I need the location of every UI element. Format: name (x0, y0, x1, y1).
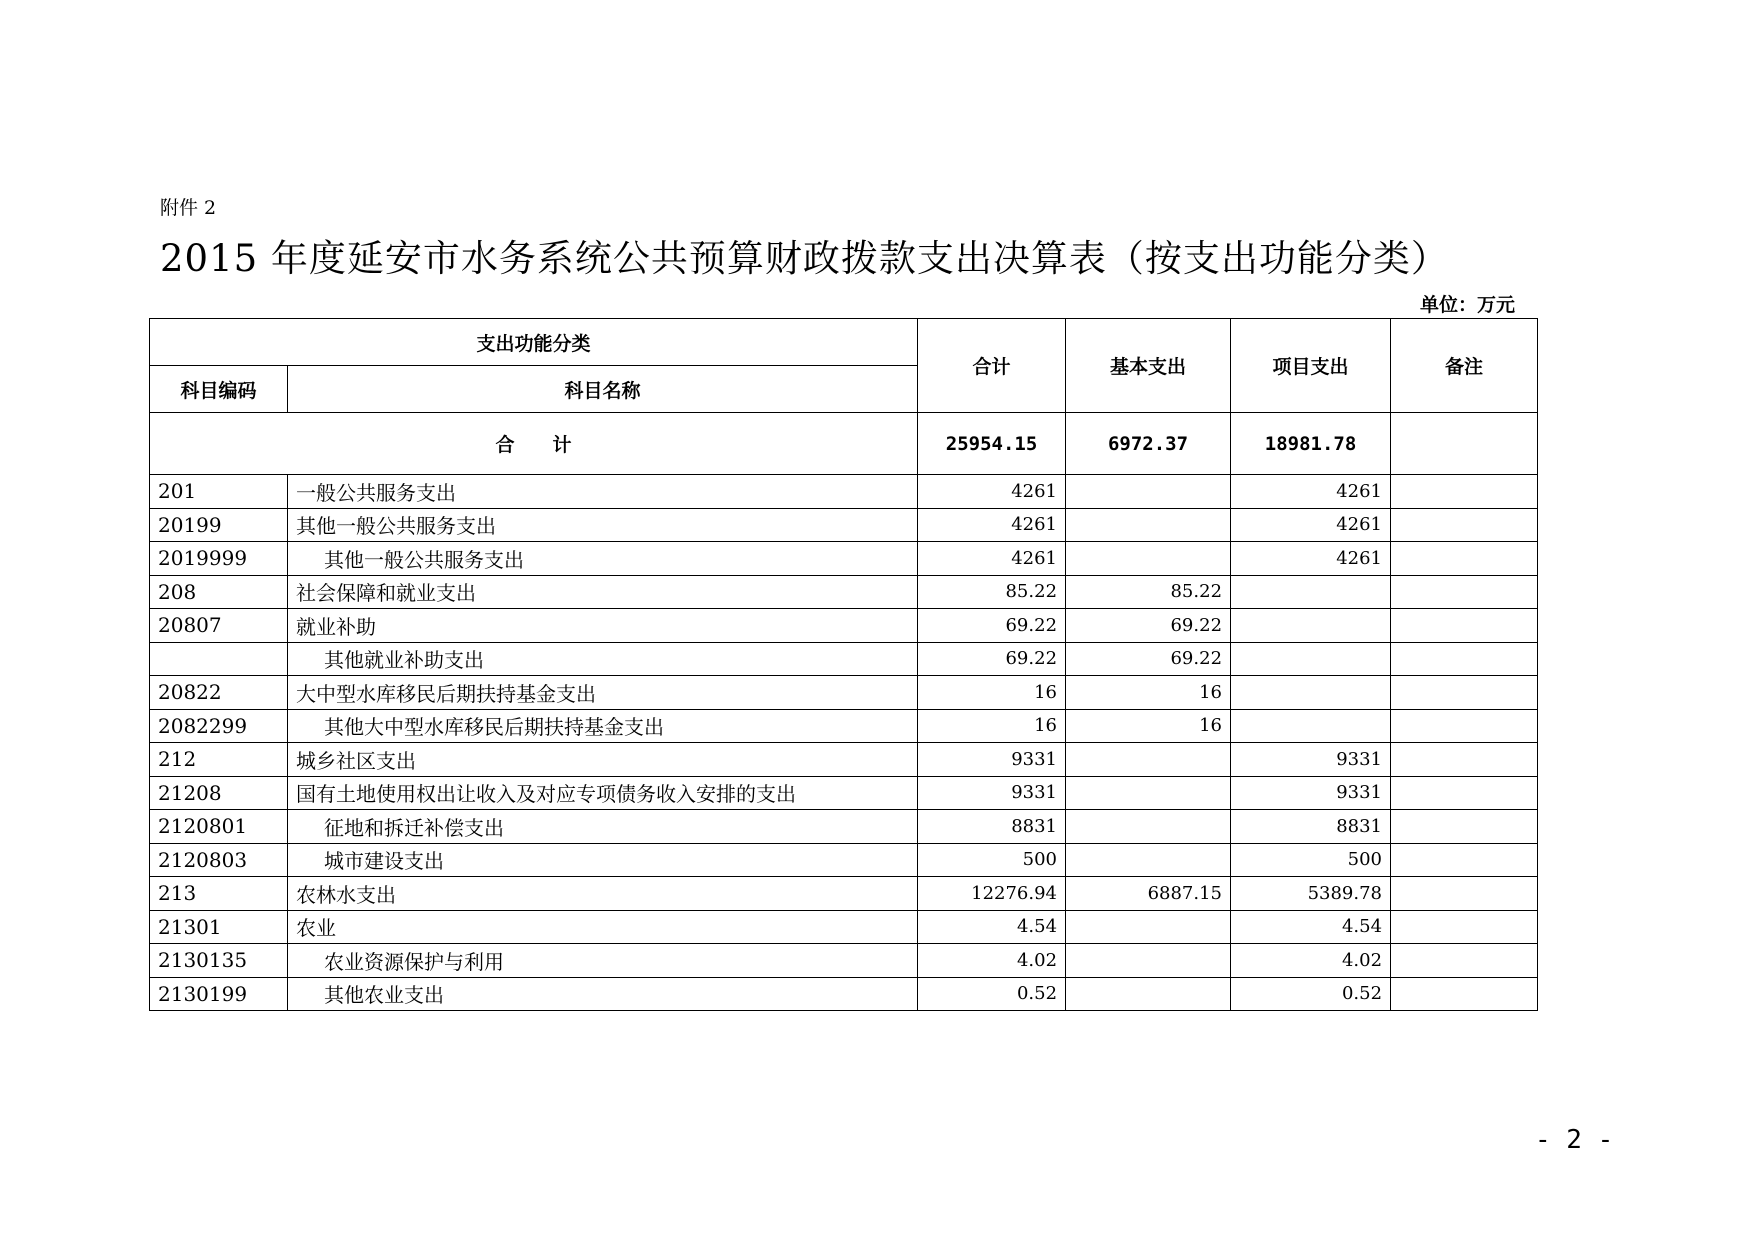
row-total: 4261 (918, 508, 1066, 542)
page-number: - 2 - (1535, 1125, 1614, 1155)
row-basic (1066, 944, 1231, 978)
row-project: 9331 (1231, 743, 1391, 777)
row-total: 4.02 (918, 944, 1066, 978)
row-basic (1066, 843, 1231, 877)
row-total: 69.22 (918, 642, 1066, 676)
row-note (1391, 508, 1538, 542)
table-row (150, 944, 1538, 978)
row-name: 其他一般公共服务支出 (288, 508, 918, 542)
table-row (150, 642, 1538, 676)
table-row (150, 475, 1538, 509)
row-note (1391, 575, 1538, 609)
row-project: 4261 (1231, 542, 1391, 576)
attachment-label: 附件 2 (160, 197, 217, 219)
row-basic (1066, 977, 1231, 1011)
table-row (150, 575, 1538, 609)
row-total: 69.22 (918, 609, 1066, 643)
row-basic (1066, 810, 1231, 844)
row-basic (1066, 508, 1231, 542)
row-name: 其他一般公共服务支出 (288, 542, 918, 576)
row-total: 500 (918, 843, 1066, 877)
row-basic: 16 (1066, 709, 1231, 743)
row-total: 9331 (918, 776, 1066, 810)
row-total: 4261 (918, 475, 1066, 509)
row-name: 其他农业支出 (288, 977, 918, 1011)
row-project: 8831 (1231, 810, 1391, 844)
row-basic (1066, 542, 1231, 576)
header-code: 科目编码 (150, 366, 288, 413)
table-row (150, 609, 1538, 643)
table-row (150, 910, 1538, 944)
row-code: 212 (150, 743, 288, 777)
row-total: 85.22 (918, 575, 1066, 609)
row-total: 8831 (918, 810, 1066, 844)
row-note (1391, 475, 1538, 509)
total-basic: 6972.37 (1066, 413, 1231, 475)
row-note (1391, 642, 1538, 676)
row-name: 农业资源保护与利用 (288, 944, 918, 978)
row-code: 2130135 (150, 944, 288, 978)
header-project: 项目支出 (1231, 319, 1391, 413)
row-code (150, 642, 288, 676)
header-row-1 (150, 319, 1538, 366)
row-note (1391, 843, 1538, 877)
row-name: 其他大中型水库移民后期扶持基金支出 (288, 709, 918, 743)
total-row (150, 413, 1538, 475)
unit-label: 单位：万元 (1420, 294, 1516, 316)
row-name: 社会保障和就业支出 (288, 575, 918, 609)
header-note: 备注 (1391, 319, 1538, 413)
table-row (150, 743, 1538, 777)
row-name: 一般公共服务支出 (288, 475, 918, 509)
row-basic (1066, 776, 1231, 810)
table-row (150, 810, 1538, 844)
row-code: 2019999 (150, 542, 288, 576)
row-project (1231, 676, 1391, 710)
row-project (1231, 575, 1391, 609)
total-amount: 25954.15 (918, 413, 1066, 475)
table-row (150, 542, 1538, 576)
row-name: 国有土地使用权出让收入及对应专项债务收入安排的支出 (288, 776, 918, 810)
row-total: 16 (918, 676, 1066, 710)
row-basic (1066, 910, 1231, 944)
row-code: 21208 (150, 776, 288, 810)
row-project: 4.02 (1231, 944, 1391, 978)
row-name: 农林水支出 (288, 877, 918, 911)
table-row (150, 676, 1538, 710)
row-project: 9331 (1231, 776, 1391, 810)
row-total: 16 (918, 709, 1066, 743)
row-basic: 6887.15 (1066, 877, 1231, 911)
budget-table (149, 318, 1538, 1011)
row-note (1391, 743, 1538, 777)
row-code: 208 (150, 575, 288, 609)
total-note (1391, 413, 1538, 475)
row-note (1391, 709, 1538, 743)
row-project: 4261 (1231, 475, 1391, 509)
row-basic: 16 (1066, 676, 1231, 710)
row-code: 2130199 (150, 977, 288, 1011)
row-note (1391, 609, 1538, 643)
row-project: 5389.78 (1231, 877, 1391, 911)
row-name: 就业补助 (288, 609, 918, 643)
row-total: 12276.94 (918, 877, 1066, 911)
row-project: 4261 (1231, 508, 1391, 542)
row-basic: 85.22 (1066, 575, 1231, 609)
table-row (150, 508, 1538, 542)
row-name: 其他就业补助支出 (288, 642, 918, 676)
row-basic: 69.22 (1066, 609, 1231, 643)
row-total: 4261 (918, 542, 1066, 576)
row-name: 城乡社区支出 (288, 743, 918, 777)
row-project (1231, 609, 1391, 643)
row-note (1391, 977, 1538, 1011)
row-code: 213 (150, 877, 288, 911)
row-note (1391, 944, 1538, 978)
row-basic: 69.22 (1066, 642, 1231, 676)
row-code: 2120801 (150, 810, 288, 844)
total-project: 18981.78 (1231, 413, 1391, 475)
table-row (150, 843, 1538, 877)
row-name: 农业 (288, 910, 918, 944)
row-total: 9331 (918, 743, 1066, 777)
row-code: 20807 (150, 609, 288, 643)
row-note (1391, 542, 1538, 576)
row-name: 征地和拆迁补偿支出 (288, 810, 918, 844)
row-name: 大中型水库移民后期扶持基金支出 (288, 676, 918, 710)
total-label: 合 计 (150, 413, 918, 475)
header-name: 科目名称 (288, 366, 918, 413)
row-note (1391, 910, 1538, 944)
row-project: 500 (1231, 843, 1391, 877)
row-code: 20822 (150, 676, 288, 710)
header-total: 合计 (918, 319, 1066, 413)
row-code: 21301 (150, 910, 288, 944)
row-code: 2120803 (150, 843, 288, 877)
row-basic (1066, 743, 1231, 777)
header-basic: 基本支出 (1066, 319, 1231, 413)
row-code: 20199 (150, 508, 288, 542)
table-row (150, 977, 1538, 1011)
row-note (1391, 877, 1538, 911)
table-row (150, 776, 1538, 810)
row-project (1231, 642, 1391, 676)
row-name: 城市建设支出 (288, 843, 918, 877)
document-title: 2015 年度延安市水务系统公共预算财政拨款支出决算表（按支出功能分类） (160, 237, 1449, 280)
row-total: 4.54 (918, 910, 1066, 944)
row-code: 201 (150, 475, 288, 509)
row-project: 4.54 (1231, 910, 1391, 944)
row-note (1391, 676, 1538, 710)
row-note (1391, 776, 1538, 810)
row-basic (1066, 475, 1231, 509)
table-row (150, 877, 1538, 911)
table-row (150, 709, 1538, 743)
row-project: 0.52 (1231, 977, 1391, 1011)
header-category: 支出功能分类 (150, 319, 918, 366)
row-code: 2082299 (150, 709, 288, 743)
row-total: 0.52 (918, 977, 1066, 1011)
row-project (1231, 709, 1391, 743)
row-note (1391, 810, 1538, 844)
